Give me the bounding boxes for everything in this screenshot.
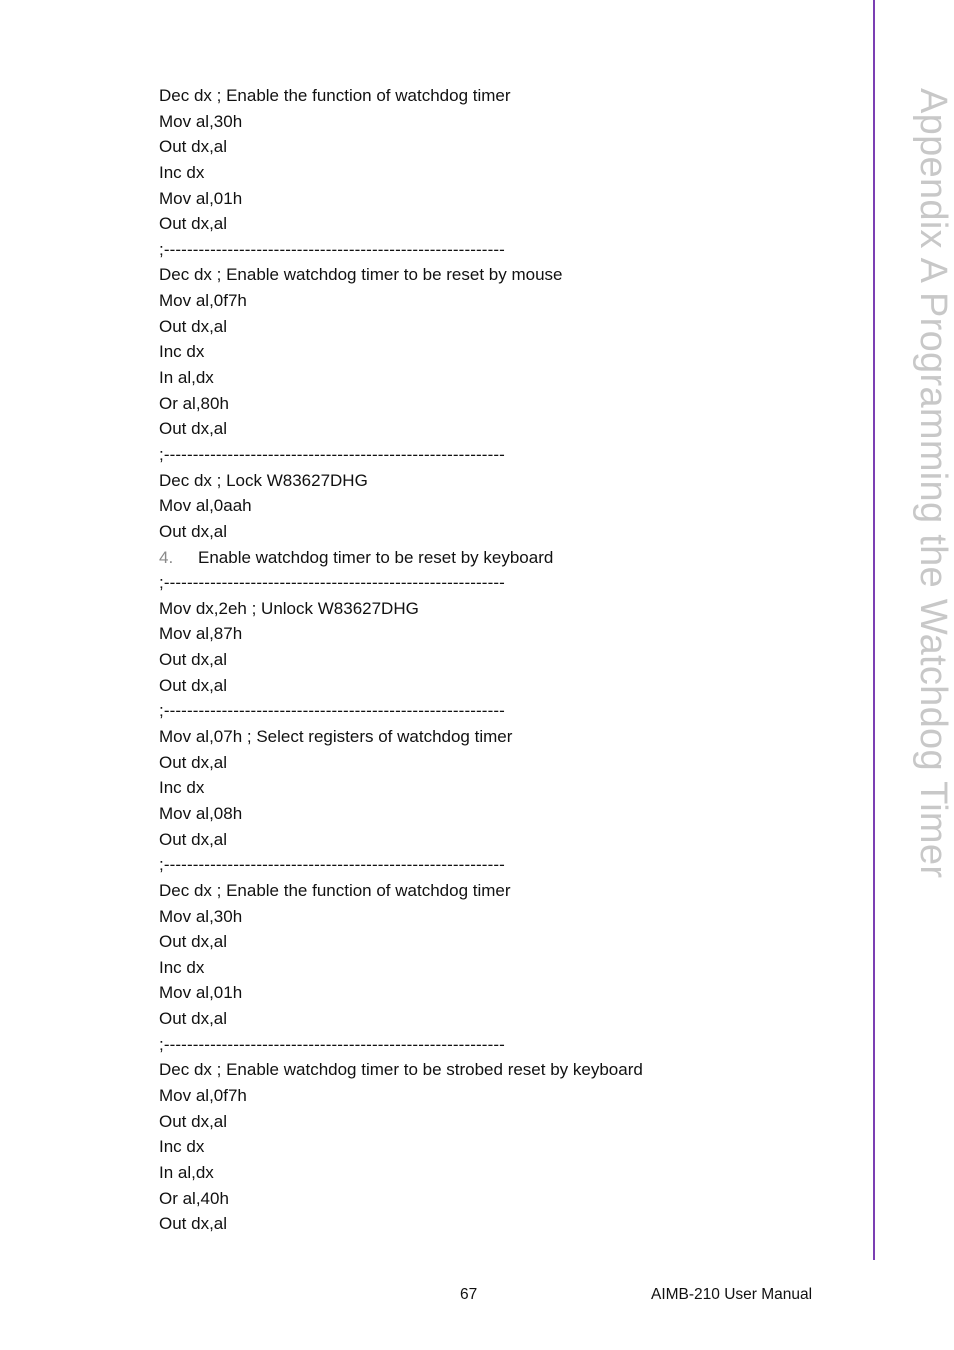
side-chapter-title-text: Appendix A Programming the Watchdog Timer (912, 88, 954, 879)
code-line: Mov al,01h (159, 983, 243, 1003)
page-number: 67 (460, 1286, 478, 1303)
code-line: Mov al,30h (159, 111, 243, 131)
separator-line: ;----------------------------------------------------------- (159, 444, 505, 464)
code-line: Out dx,al (159, 137, 228, 157)
code-line: Out dx,al (159, 650, 228, 670)
code-line: Mov al,01h (159, 188, 243, 208)
code-line: Dec dx ; Enable watchdog timer to be strobed reset by keyboard (159, 1060, 643, 1080)
code-line: Dec dx ; Enable watchdog timer to be reset by mouse (159, 265, 563, 285)
code-line: Mov al,08h (159, 803, 243, 823)
code-line: Out dx,al (159, 316, 228, 336)
code-line: Inc dx (159, 778, 205, 798)
separator-line: ;----------------------------------------------------------- (159, 855, 505, 875)
step-number: 4. (159, 547, 174, 567)
code-line: Out dx,al (159, 1009, 228, 1029)
separator-line: ;----------------------------------------------------------- (159, 239, 505, 259)
code-line: Out dx,al (159, 752, 228, 772)
code-line: Out dx,al (159, 419, 228, 439)
code-line: Or al,80h (159, 393, 229, 413)
code-line: Mov al,87h (159, 624, 243, 644)
separator-line: ;----------------------------------------------------------- (159, 701, 505, 721)
code-line: Out dx,al (159, 932, 228, 952)
code-line: Inc dx (159, 1137, 205, 1157)
code-line: Mov al,0aah (159, 496, 252, 516)
code-line: Dec dx ; Enable the function of watchdog timer (159, 880, 511, 900)
side-divider (873, 0, 875, 1260)
code-line: Mov al,07h ; Select registers of watchdog timer (159, 727, 513, 747)
code-listing (159, 83, 849, 1237)
code-line: In al,dx (159, 1162, 214, 1182)
code-line: Out dx,al (159, 1111, 228, 1131)
separator-line: ;----------------------------------------------------------- (159, 1034, 505, 1054)
code-line: Dec dx ; Enable the function of watchdog timer (159, 86, 511, 105)
code-line: Out dx,al (159, 675, 228, 695)
step-text: Enable watchdog timer to be reset by keyboard (198, 547, 554, 567)
code-line: Inc dx (159, 342, 205, 362)
step-item (159, 545, 849, 571)
code-line: In al,dx (159, 368, 214, 388)
code-line: Dec dx ; Lock W83627DHG (159, 470, 368, 490)
manual-title: AIMB-210 User Manual (651, 1286, 813, 1303)
code-line: Mov al,0f7h (159, 1085, 247, 1105)
code-line: Inc dx (159, 162, 205, 182)
code-line: Out dx,al (159, 829, 228, 849)
code-line: Mov dx,2eh ; Unlock W83627DHG (159, 598, 419, 618)
code-line: Out dx,al (159, 1214, 228, 1234)
side-chapter-title (912, 88, 954, 879)
code-line: Out dx,al (159, 214, 228, 234)
code-line: Inc dx (159, 957, 205, 977)
code-line: Out dx,al (159, 521, 228, 541)
separator-line: ;----------------------------------------------------------- (159, 573, 505, 593)
code-line: Or al,40h (159, 1188, 229, 1208)
code-line: Mov al,30h (159, 906, 243, 926)
code-line: Mov al,0f7h (159, 291, 247, 311)
